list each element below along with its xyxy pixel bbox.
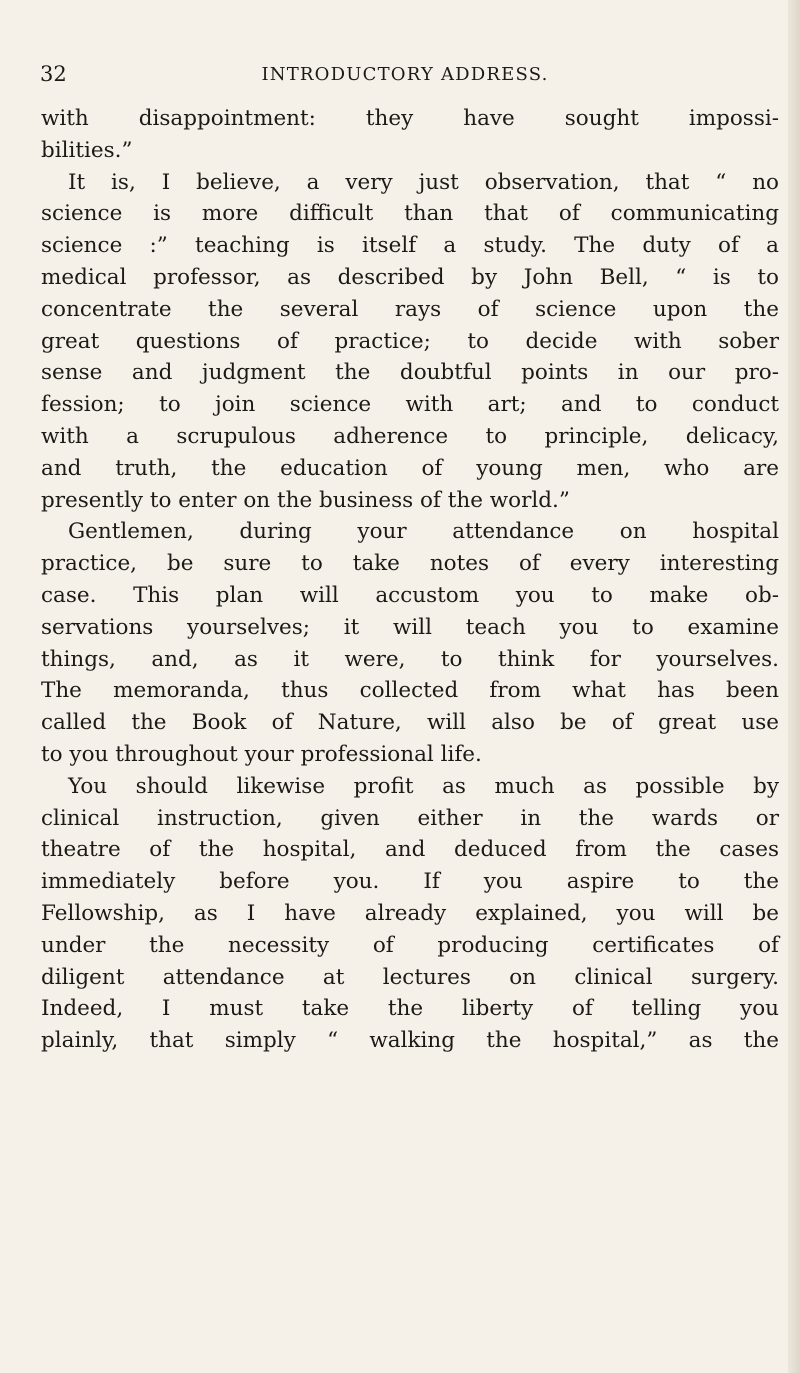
text-line: clinical instruction, given either in the wards or <box>41 805 779 831</box>
text-line: science :” teaching is itself a study. The duty of a <box>41 233 779 259</box>
text-line: sense and judgment the doubtful points in our pro- <box>41 360 779 386</box>
text-line: presently to enter on the business of the world.” <box>41 487 570 513</box>
text-line: practice, be sure to take notes of every interesting <box>41 551 779 577</box>
text-line: great questions of practice; to decide with sober <box>41 328 779 354</box>
text-line: immediately before you. If you aspire to the <box>41 869 779 895</box>
text-line: Fellowship, as I have already explained, you will be <box>41 900 779 926</box>
text-line: and truth, the education of young men, who are <box>41 455 779 481</box>
text-line: theatre of the hospital, and deduced from the cases <box>41 837 779 863</box>
text-line: with a scrupulous adherence to principle, delicacy, <box>41 423 779 449</box>
text-line: concentrate the several rays of science upon the <box>41 296 779 322</box>
text-line: to you throughout your professional life. <box>41 741 482 767</box>
text-line: servations yourselves; it will teach you to examine <box>41 614 779 640</box>
page-header <box>40 62 770 92</box>
text-line: fession; to join science with art; and to conduct <box>41 392 779 418</box>
text-line: with disappointment: they have sought impossi- <box>41 106 779 131</box>
text-line: You should likewise profit as much as possible by <box>68 773 779 799</box>
running-head: INTRODUCTORY ADDRESS. <box>261 64 549 85</box>
text-line: science is more difficult than that of communicating <box>41 201 779 227</box>
text-line: bilities.” <box>41 137 133 163</box>
text-line: under the necessity of producing certificates of <box>41 932 779 958</box>
text-line: case. This plan will accustom you to make ob- <box>41 582 779 608</box>
text-line: It is, I believe, a very just observation, that “ no <box>68 169 779 195</box>
text-line: Gentlemen, during your attendance on hospital <box>68 519 779 545</box>
text-line: Indeed, I must take the liberty of telling you <box>41 996 779 1022</box>
body-text <box>41 103 779 1057</box>
text-line: plainly, that simply “ walking the hospital,” as the <box>41 1028 779 1054</box>
text-line: called the Book of Nature, will also be of great use <box>41 710 779 736</box>
text-line: The memoranda, thus collected from what has been <box>41 678 779 704</box>
text-line: diligent attendance at lectures on clinical surgery. <box>41 964 779 990</box>
text-line: things, and, as it were, to think for yourselves. <box>41 646 779 672</box>
text-line: medical professor, as described by John Bell, “ is to <box>41 264 779 290</box>
page-number: 32 <box>40 62 67 86</box>
page-edge-shadow <box>788 0 800 1373</box>
